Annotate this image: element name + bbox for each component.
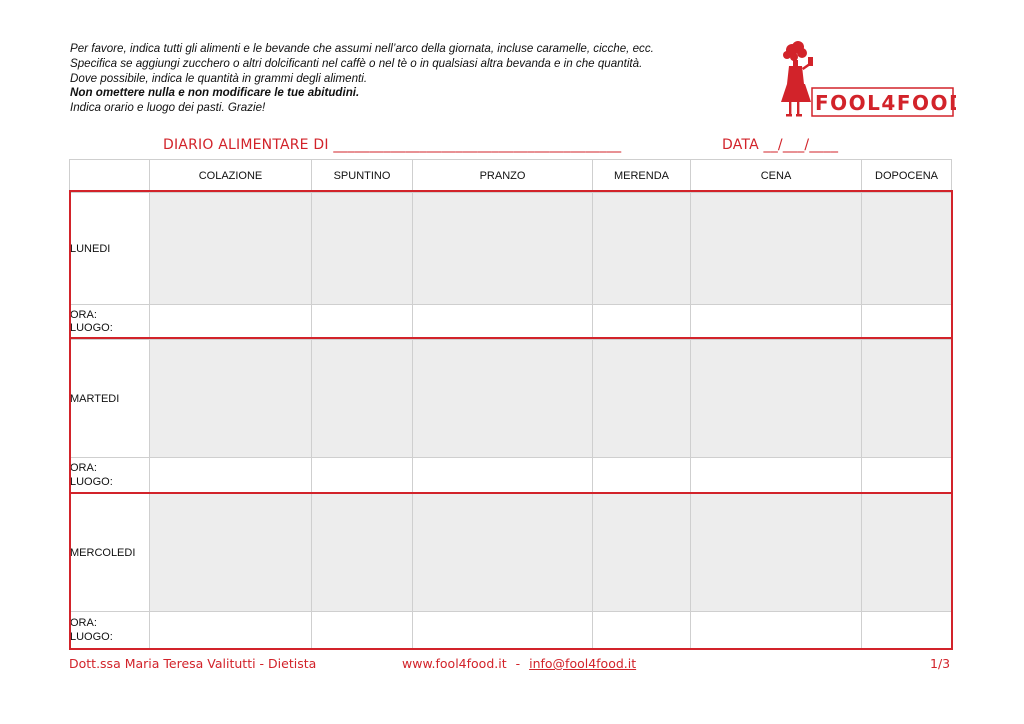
meal-cell[interactable]: [413, 340, 593, 458]
time-place-cell[interactable]: [413, 305, 593, 340]
food-diary-table: [69, 159, 952, 650]
meal-cell[interactable]: [413, 494, 593, 612]
meal-cell[interactable]: [413, 193, 593, 305]
email-link[interactable]: info@fool4food.it: [529, 656, 637, 671]
meal-cell[interactable]: [312, 193, 413, 305]
time-place-cell[interactable]: [691, 612, 862, 650]
date-label: DATA __/___/____: [722, 137, 839, 153]
fool4food-logo-icon: [778, 40, 956, 120]
meal-cell[interactable]: [593, 494, 691, 612]
ora-luogo-label: ORA: LUOGO:: [70, 305, 150, 340]
time-place-cell[interactable]: [312, 458, 413, 494]
table-row: [70, 340, 952, 458]
ora-luogo-label: ORA: LUOGO:: [70, 458, 150, 494]
meal-cell[interactable]: [862, 340, 952, 458]
meal-cell[interactable]: [150, 340, 312, 458]
table-row: [70, 494, 952, 612]
meal-cell[interactable]: [312, 494, 413, 612]
time-place-cell[interactable]: [593, 458, 691, 494]
time-place-cell[interactable]: [312, 612, 413, 650]
time-place-cell[interactable]: [413, 612, 593, 650]
table-row: [70, 193, 952, 305]
page-number: 1/3: [930, 656, 951, 671]
time-place-cell[interactable]: [862, 458, 952, 494]
column-header: PRANZO: [413, 160, 593, 193]
footer-author: Dott.ssa Maria Teresa Valitutti - Dietista: [69, 656, 317, 671]
time-place-cell[interactable]: [593, 305, 691, 340]
instruction-line: Specifica se aggiungi zucchero o altri dolcificanti nel caffè o nel tè o in qualsiasi altra bevanda e in che quantità.: [70, 56, 643, 70]
column-header: DOPOCENA: [862, 160, 952, 193]
website-link[interactable]: www.fool4food.it: [402, 656, 507, 671]
meal-cell[interactable]: [150, 193, 312, 305]
time-place-cell[interactable]: [691, 305, 862, 340]
time-place-cell[interactable]: [150, 305, 312, 340]
day-label: LUNEDI: [70, 193, 150, 305]
ora-luogo-label: ORA: LUOGO:: [70, 612, 150, 650]
day-label: MERCOLEDI: [70, 494, 150, 612]
time-place-cell[interactable]: [862, 305, 952, 340]
fool4food-logo: [778, 40, 956, 120]
instruction-line: Dove possibile, indica le quantità in grammi degli alimenti.: [70, 71, 368, 85]
time-place-cell[interactable]: [413, 458, 593, 494]
meal-cell[interactable]: [593, 193, 691, 305]
meal-cell[interactable]: [862, 193, 952, 305]
corner-cell: [70, 160, 150, 193]
column-header: CENA: [691, 160, 862, 193]
table-header-row: [70, 160, 952, 193]
time-place-cell[interactable]: [150, 612, 312, 650]
day-label: MARTEDI: [70, 340, 150, 458]
time-place-cell[interactable]: [312, 305, 413, 340]
instruction-line-bold: Non omettere nulla e non modificare le tue abitudini.: [70, 86, 360, 100]
logo-text: FOOL4FOOD: [815, 91, 956, 115]
meal-cell[interactable]: [691, 193, 862, 305]
table-row: [70, 458, 952, 494]
time-place-cell[interactable]: [691, 458, 862, 494]
table-row: [70, 305, 952, 340]
table-row: [70, 612, 952, 650]
diary-title: DIARIO ALIMENTARE DI ________________________________________: [163, 137, 622, 153]
time-place-cell[interactable]: [150, 458, 312, 494]
meal-cell[interactable]: [593, 340, 691, 458]
column-header: COLAZIONE: [150, 160, 312, 193]
time-place-cell[interactable]: [862, 612, 952, 650]
instruction-line: Indica orario e luogo dei pasti. Grazie!: [70, 101, 266, 115]
instruction-line: Per favore, indica tutti gli alimenti e le bevande che assumi nell’arco della giornata, incluse caramelle, cicche, ecc.: [70, 42, 654, 55]
meal-cell[interactable]: [862, 494, 952, 612]
column-header: MERENDA: [593, 160, 691, 193]
footer-contacts: [402, 656, 636, 671]
meal-cell[interactable]: [691, 494, 862, 612]
meal-cell[interactable]: [312, 340, 413, 458]
time-place-cell[interactable]: [593, 612, 691, 650]
instructions: [70, 42, 654, 116]
footer-separator: -: [515, 656, 521, 671]
meal-cell[interactable]: [691, 340, 862, 458]
meal-cell[interactable]: [150, 494, 312, 612]
column-header: SPUNTINO: [312, 160, 413, 193]
